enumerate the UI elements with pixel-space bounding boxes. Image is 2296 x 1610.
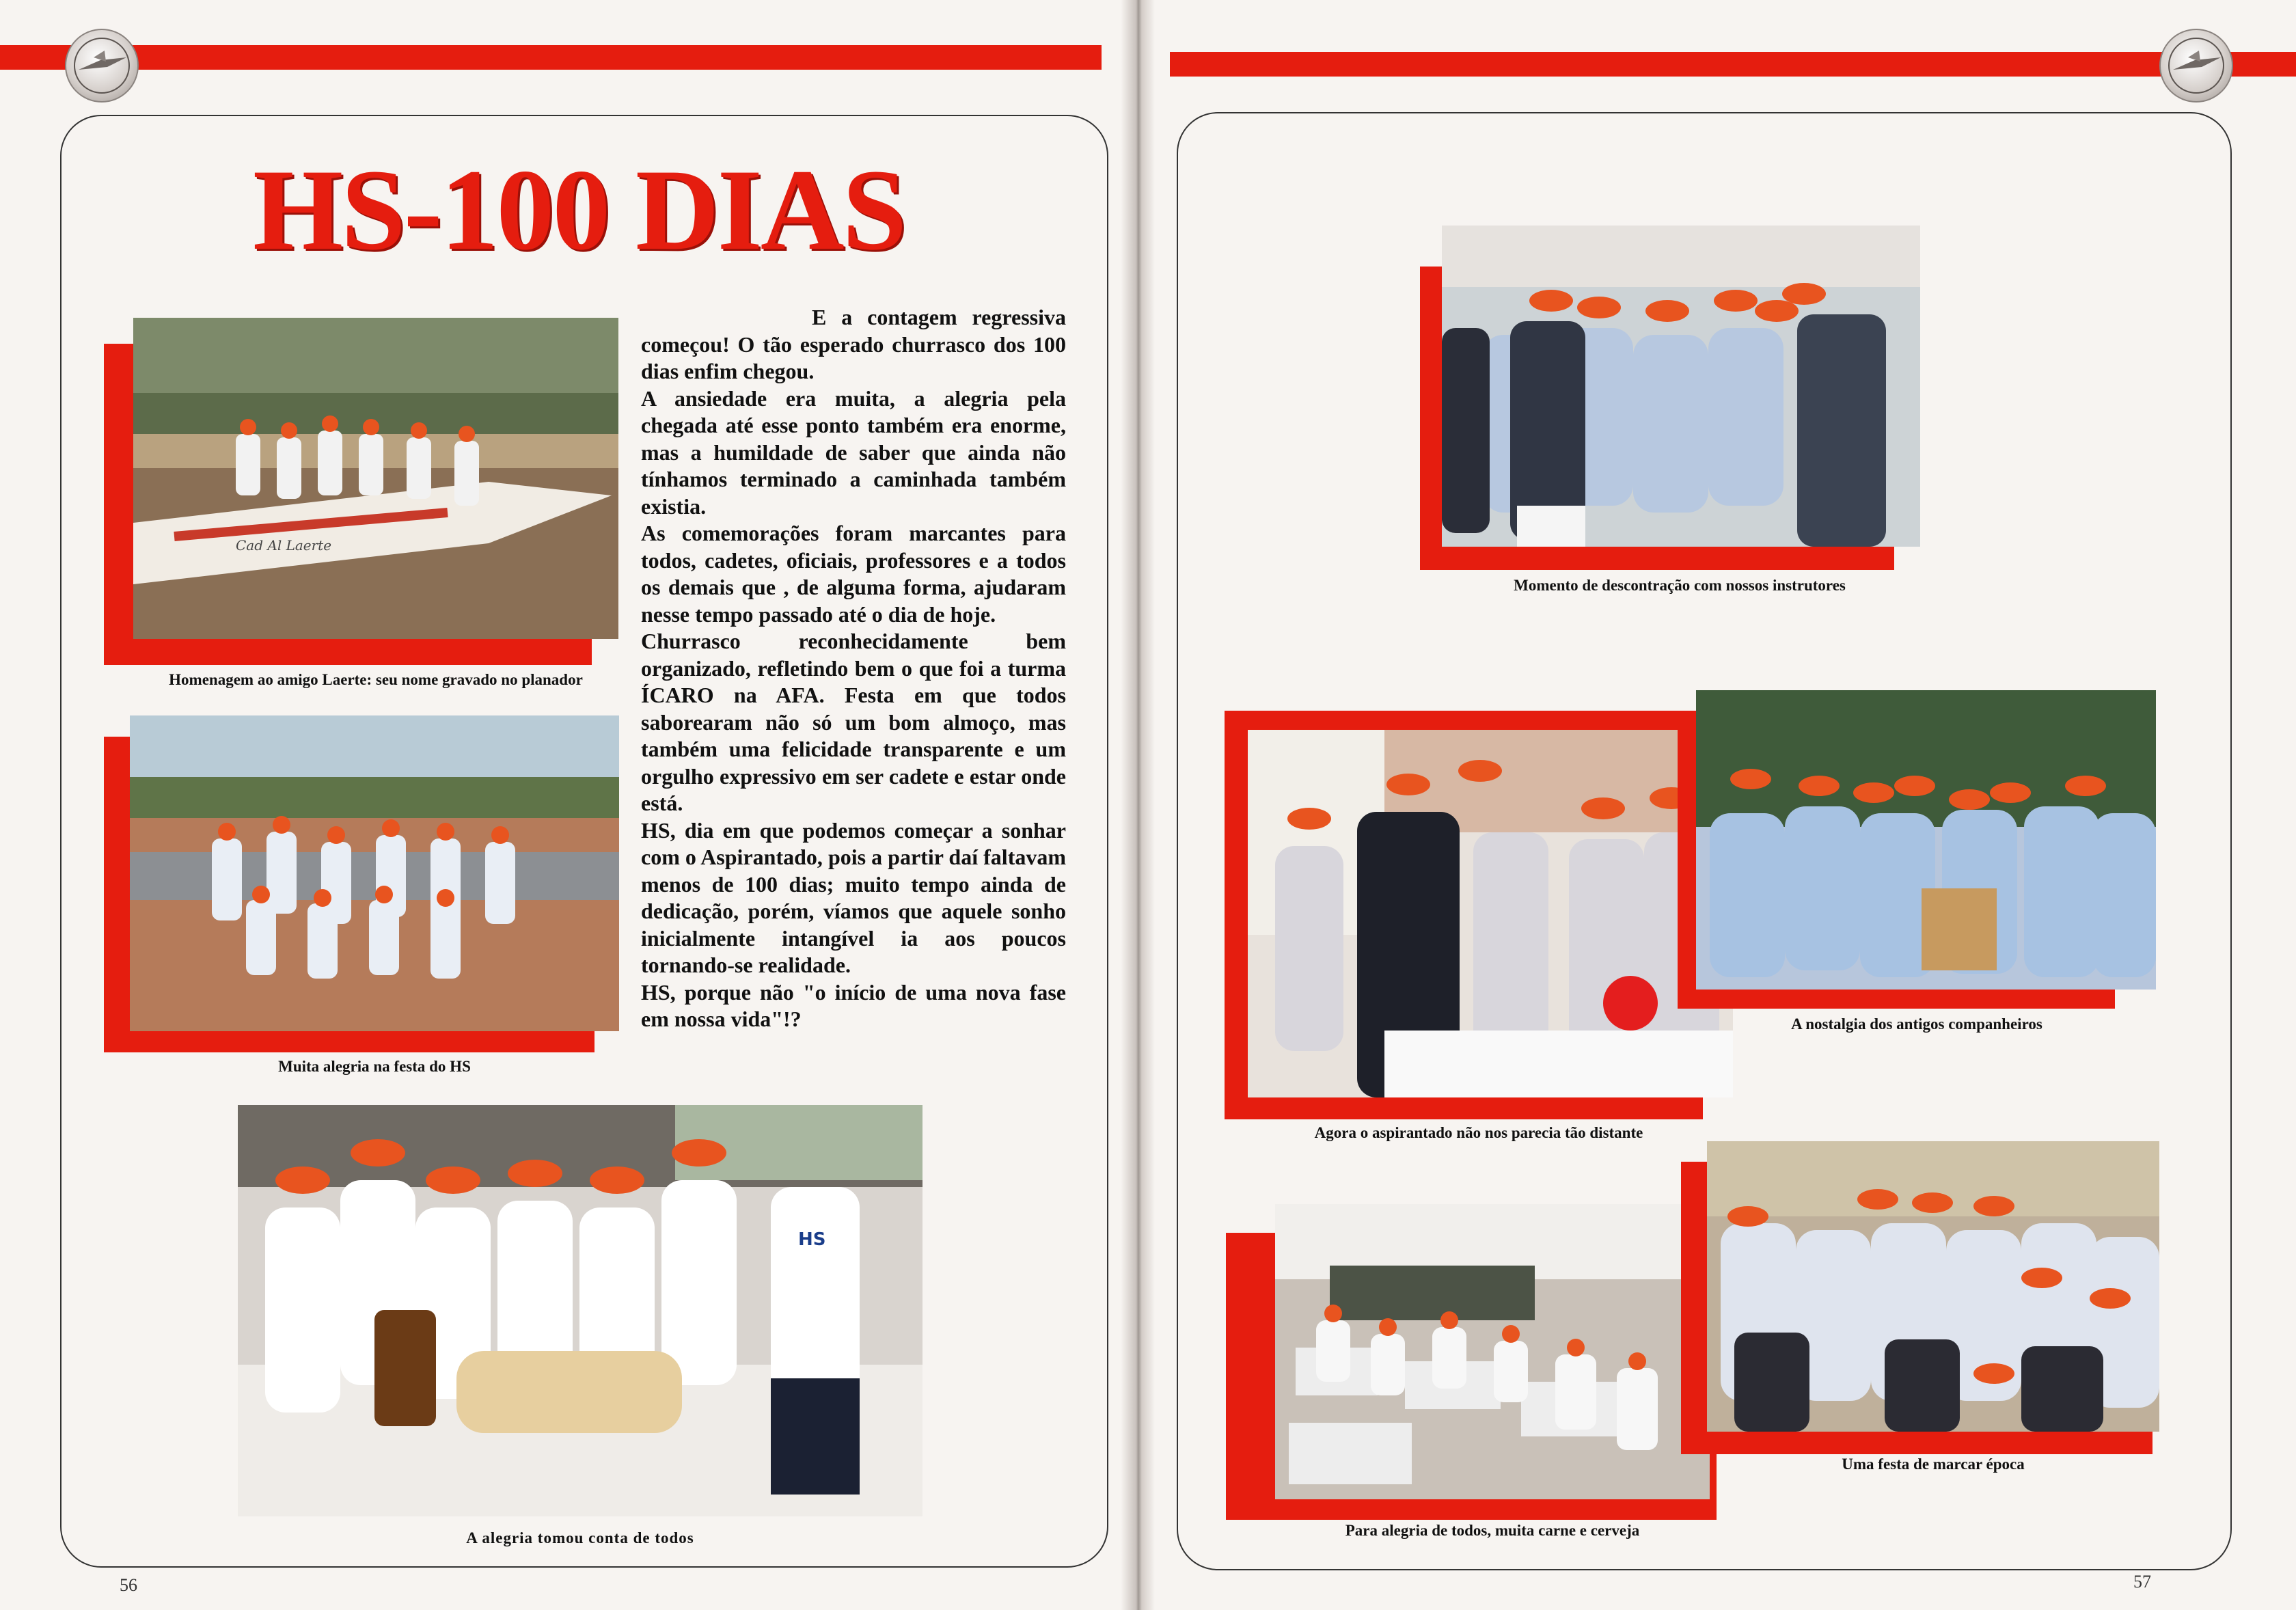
photo-caption: Agora o aspirantado não nos parecia tão distante — [1314, 1124, 1643, 1141]
photo-caption: Momento de descontração com nossos instrutores — [1514, 577, 1846, 594]
photo-caption: Uma festa de marcar época — [1842, 1456, 2025, 1473]
glider-inscription: Cad Al Laerte — [236, 537, 332, 554]
article-body — [641, 304, 1066, 1033]
photo-caption: A nostalgia dos antigos companheiros — [1791, 1015, 2042, 1033]
page-number: 57 — [2133, 1572, 2151, 1592]
photo-caption: Muita alegria na festa do HS — [278, 1058, 471, 1075]
aspirantado-group-photo — [1248, 730, 1733, 1097]
article-paragraph: E a contagem regressiva começou! O tão esperado churrasco dos 100 dias enfim chegou. — [641, 305, 1066, 383]
festa-group-photo — [1707, 1141, 2159, 1432]
field-group-photo — [130, 715, 619, 1031]
photo-caption: A alegria tomou conta de todos — [466, 1529, 694, 1546]
page-title: HS-100 DIAS — [253, 146, 905, 274]
glider-group-photo — [133, 318, 618, 639]
header-bar-left — [0, 45, 1102, 70]
celebration-group-photo — [238, 1105, 922, 1516]
article-paragraph: A ansiedade era muita, a alegria pela chegada até esse ponto também era enorme, mas a humildade de saber que ainda não tínhamos terminado a caminhada também existia. — [641, 385, 1066, 519]
article-paragraph: As comemorações foram marcantes para todos, cadetes, oficiais, professores e a todos os demais que , de alguma forma, ajudaram nesse tempo passado até o dia de hoje. — [641, 521, 1066, 627]
article-paragraph: HS, porque não "o início de uma nova fase em nossa vida"!? — [641, 979, 1066, 1031]
spine-gutter — [1121, 0, 1155, 1610]
header-bar-right — [1170, 52, 2296, 77]
photo-caption: Para alegria de todos, muita carne e cerveja — [1345, 1522, 1640, 1539]
nostalgia-group-photo — [1696, 690, 2156, 990]
squadron-emblem-icon — [2159, 29, 2233, 103]
shirt-logo: HS — [798, 1229, 826, 1250]
barbecue-hall-photo — [1275, 1204, 1710, 1499]
instructors-group-photo — [1442, 226, 1920, 547]
page-number: 56 — [120, 1575, 137, 1595]
article-paragraph: Churrasco reconhecidamente bem organizado, refletindo bem o que foi a turma ÍCARO na AFA. Festa em que todos saborearam não só um bom almoço, mas também uma felicidade transparente e um orgulho expressivo em ser cadete e estar onde está. — [641, 629, 1066, 815]
photo-caption: Homenagem ao amigo Laerte: seu nome gravado no planador — [169, 671, 583, 688]
squadron-emblem-icon — [65, 29, 139, 103]
article-paragraph: HS, dia em que podemos começar a sonhar com o Aspirantado, pois a partir daí faltavam menos de 100 dias; muito tempo ainda de dedicação, porém, víamos que aquele sonho inicialmente intangível ia aos poucos tornando-se realidade. — [641, 817, 1066, 977]
